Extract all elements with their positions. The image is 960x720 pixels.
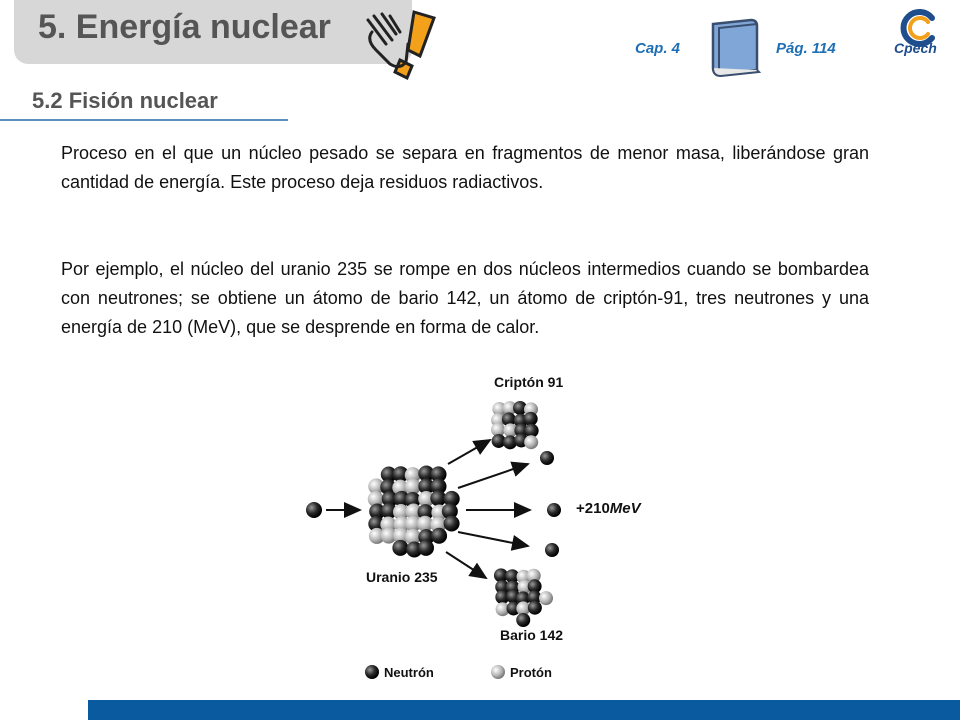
pointing-hand-icon xyxy=(362,4,440,86)
arrow-kripton xyxy=(448,440,490,464)
free-neutron-1 xyxy=(540,451,554,465)
kripton-nucleus xyxy=(491,401,539,449)
section-subtitle: 5.2 Fisión nuclear xyxy=(32,88,218,113)
page-ref: Pág. 114 xyxy=(776,40,836,57)
uranium-label: Uranio 235 xyxy=(366,569,438,585)
kripton-label: Criptón 91 xyxy=(494,374,564,390)
nucleon xyxy=(516,613,530,627)
book-icon[interactable] xyxy=(707,18,769,78)
energy-label: +210MeV xyxy=(576,500,641,517)
nucleon xyxy=(444,516,460,532)
cpech-logo-icon xyxy=(888,4,950,66)
free-neutron-3 xyxy=(545,543,559,557)
arrow-neutron-1 xyxy=(458,464,528,488)
subtitle-underline xyxy=(0,119,288,121)
barium-label: Bario 142 xyxy=(500,627,564,643)
footer-bar xyxy=(88,700,960,720)
arrow-barium xyxy=(446,552,486,578)
legend-neutron-label: Neutrón xyxy=(384,665,434,680)
nucleon xyxy=(528,601,542,615)
free-neutron-2 xyxy=(547,503,561,517)
nucleon xyxy=(392,540,408,556)
nucleon xyxy=(418,540,434,556)
nucleon xyxy=(539,591,553,605)
paragraph-definition: Proceso en el que un núcleo pesado se separa en fragmentos de menor masa, liberándose gran cantidad de energía. Este proceso deja residuos radiactivos. xyxy=(61,143,869,192)
nucleon xyxy=(524,435,538,449)
chapter-ref: Cap. 4 xyxy=(635,40,681,57)
barium-nucleus xyxy=(494,568,553,627)
paragraph-example: Por ejemplo, el núcleo del uranio 235 se rompe en dos núcleos intermedios cuando se bombardea con neutrones; se obtiene un átomo de bario 142, un átomo de criptón-91, tres neutrones y una energía de 210 (MeV), que se desprende en forma de calor. xyxy=(61,259,869,337)
nucleon xyxy=(431,528,447,544)
legend-neutron-swatch xyxy=(365,665,379,679)
uranium-nucleus xyxy=(368,466,460,558)
fission-diagram xyxy=(290,360,690,690)
arrow-neutron-3 xyxy=(458,532,528,546)
logo-text: Cpech xyxy=(894,40,937,56)
legend-proton-label: Protón xyxy=(510,665,552,680)
legend-proton-swatch xyxy=(491,665,505,679)
page-title: 5. Energía nuclear xyxy=(38,8,331,46)
incoming-neutron xyxy=(306,502,322,518)
